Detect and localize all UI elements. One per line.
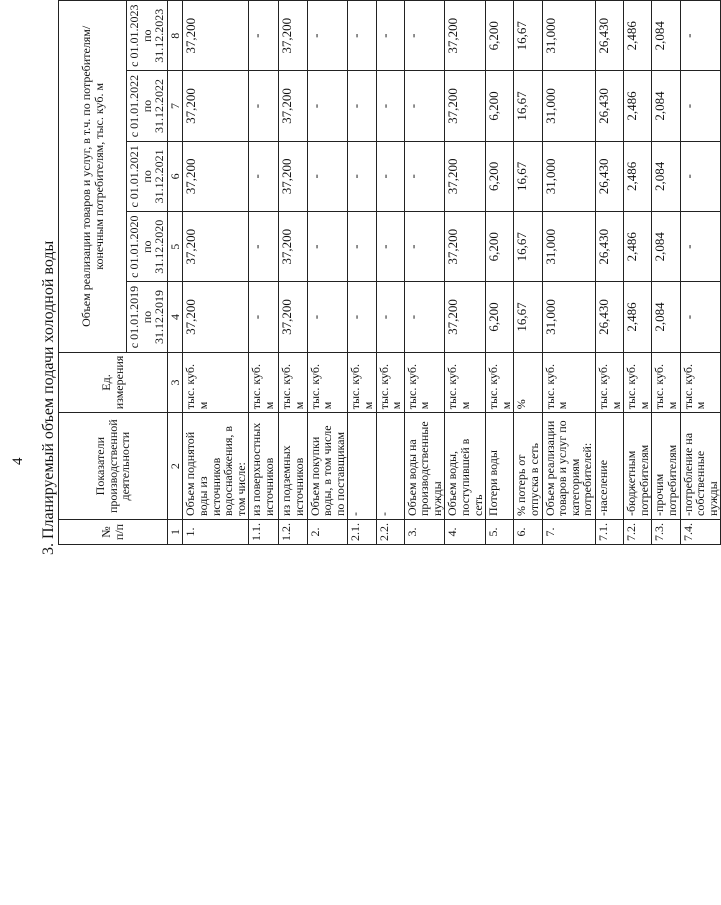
row-value: 2,084: [652, 141, 680, 211]
row-unit: тыс. куб. м: [624, 352, 652, 413]
header-index: 7: [167, 71, 183, 141]
row-value: 2,486: [624, 282, 652, 352]
row-unit: тыс. куб. м: [307, 352, 348, 413]
header-unit: Ед. измерения: [59, 352, 168, 413]
row-unit: тыс. куб. м: [445, 352, 486, 413]
row-value: 26,430: [596, 212, 624, 282]
row-value: 37,200: [445, 141, 486, 211]
row-value: 2,486: [624, 1, 652, 71]
row-value: 37,200: [183, 71, 249, 141]
row-value: -: [348, 1, 376, 71]
header-index: 4: [167, 282, 183, 352]
row-unit: тыс. куб. м: [542, 352, 595, 413]
page-number: 4: [10, 457, 26, 465]
header-num: № п/п: [59, 520, 168, 545]
row-value: -: [307, 1, 348, 71]
row-number: 7.2.: [624, 520, 652, 545]
row-value: 37,200: [183, 282, 249, 352]
row-value: 37,200: [279, 282, 307, 352]
row-indicator: -население: [596, 413, 624, 520]
row-number: 2.: [307, 520, 348, 545]
header-period: с 01.01.2021 по 31.12.2021: [127, 141, 168, 211]
row-value: -: [376, 282, 404, 352]
row-indicator: -бюджетным потребителям: [624, 413, 652, 520]
row-number: 2.2.: [376, 520, 404, 545]
row-number: 3.: [404, 520, 445, 545]
row-value: -: [376, 141, 404, 211]
row-value: 37,200: [279, 71, 307, 141]
row-unit: %: [514, 352, 542, 413]
row-indicator: -: [376, 413, 404, 520]
row-value: -: [348, 141, 376, 211]
row-value: 31,000: [542, 71, 595, 141]
row-number: 7.: [542, 520, 595, 545]
row-value: 37,200: [279, 212, 307, 282]
row-value: 31,000: [542, 282, 595, 352]
table-row: [376, 1, 404, 545]
row-value: -: [680, 71, 721, 141]
row-value: 2,486: [624, 71, 652, 141]
row-number: 6.: [514, 520, 542, 545]
row-indicator: -потребление на собственные нужды: [680, 413, 721, 520]
row-value: 31,000: [542, 141, 595, 211]
row-number: 2.1.: [348, 520, 376, 545]
row-value: 37,200: [183, 1, 249, 71]
row-unit: тыс. куб. м: [249, 352, 279, 413]
row-value: -: [249, 141, 279, 211]
row-value: -: [404, 282, 445, 352]
row-value: 2,486: [624, 212, 652, 282]
header-period: с 01.01.2020 по 31.12.2020: [127, 212, 168, 282]
row-number: 4.: [445, 520, 486, 545]
row-value: -: [348, 212, 376, 282]
row-indicator: Объем поднятой воды из источников водоснабжения, в том числе:: [183, 413, 249, 520]
row-value: -: [307, 282, 348, 352]
row-unit: тыс. куб. м: [404, 352, 445, 413]
header-period: с 01.01.2019 по 31.12.2019: [127, 282, 168, 352]
row-indicator: Потери воды: [486, 413, 514, 520]
table-row: [542, 1, 595, 545]
row-value: -: [680, 1, 721, 71]
row-value: 26,430: [596, 71, 624, 141]
table-row: [307, 1, 348, 545]
row-value: 37,200: [279, 141, 307, 211]
row-value: 6,200: [486, 141, 514, 211]
header-index: 5: [167, 212, 183, 282]
row-value: -: [307, 71, 348, 141]
row-indicator: Объем реализации товаров и услуг по категориям потребителей:: [542, 413, 595, 520]
row-unit: тыс. куб. м: [596, 352, 624, 413]
row-value: -: [249, 1, 279, 71]
row-value: -: [680, 282, 721, 352]
row-value: -: [307, 212, 348, 282]
row-value: -: [680, 141, 721, 211]
row-unit: тыс. куб. м: [486, 352, 514, 413]
row-indicator: % потерь от отпуска в сеть: [514, 413, 542, 520]
row-value: -: [376, 1, 404, 71]
row-unit: тыс. куб. м: [183, 352, 249, 413]
row-number: 7.3.: [652, 520, 680, 545]
table-row: [445, 1, 486, 545]
header-index: 2: [167, 413, 183, 520]
table-row: [652, 1, 680, 545]
row-value: 2,084: [652, 71, 680, 141]
header-index: 8: [167, 1, 183, 71]
row-value: 2,084: [652, 1, 680, 71]
header-period: с 01.01.2022 по 31.12.2022: [127, 71, 168, 141]
row-value: -: [376, 71, 404, 141]
row-indicator: из поверхностных источников: [249, 413, 279, 520]
row-value: -: [249, 212, 279, 282]
row-value: 37,200: [183, 141, 249, 211]
row-value: 6,200: [486, 282, 514, 352]
row-indicator: Объем покупки воды, в том числе по поставщикам: [307, 413, 348, 520]
row-value: 16,67: [514, 71, 542, 141]
row-value: 2,084: [652, 282, 680, 352]
row-value: 37,200: [183, 212, 249, 282]
row-indicator: Объем воды на производственные нужды: [404, 413, 445, 520]
row-value: 37,200: [279, 1, 307, 71]
table-row: [680, 1, 721, 545]
row-value: 6,200: [486, 1, 514, 71]
row-value: -: [348, 282, 376, 352]
header-index: 3: [167, 352, 183, 413]
row-indicator: -: [348, 413, 376, 520]
table-row: [624, 1, 652, 545]
table-row: [404, 1, 445, 545]
row-value: -: [307, 141, 348, 211]
water-supply-table: [58, 0, 721, 545]
row-value: 37,200: [445, 1, 486, 71]
row-number: 7.4.: [680, 520, 721, 545]
header-index: 6: [167, 141, 183, 211]
row-value: 26,430: [596, 141, 624, 211]
header-indicator: Показатели производственной деятельности: [59, 413, 168, 520]
row-unit: тыс. куб. м: [652, 352, 680, 413]
row-value: -: [404, 212, 445, 282]
row-number: 1.: [183, 520, 249, 545]
row-value: 6,200: [486, 71, 514, 141]
row-number: 1.2.: [279, 520, 307, 545]
row-indicator: из подземных источников: [279, 413, 307, 520]
row-value: 16,67: [514, 212, 542, 282]
table-row: [514, 1, 542, 545]
row-value: 6,200: [486, 212, 514, 282]
row-number: 7.1.: [596, 520, 624, 545]
table-row: [279, 1, 307, 545]
table-row: [348, 1, 376, 545]
table-row: [596, 1, 624, 545]
row-value: 16,67: [514, 141, 542, 211]
row-value: 31,000: [542, 212, 595, 282]
header-period: с 01.01.2023 по 31.12.2023: [127, 1, 168, 71]
header-group: Объем реализации товаров и услуг, в т.ч. по потребителям/ конечным потребителям, тыс. куб. м: [59, 1, 127, 353]
row-value: 2,486: [624, 141, 652, 211]
row-unit: тыс. куб. м: [376, 352, 404, 413]
row-value: 26,430: [596, 1, 624, 71]
row-indicator: -прочим потребителям: [652, 413, 680, 520]
row-value: 37,200: [445, 282, 486, 352]
row-number: 5.: [486, 520, 514, 545]
row-value: 2,084: [652, 212, 680, 282]
row-value: -: [680, 212, 721, 282]
row-value: 37,200: [445, 71, 486, 141]
row-value: -: [249, 71, 279, 141]
row-unit: тыс. куб. м: [680, 352, 721, 413]
row-value: 37,200: [445, 212, 486, 282]
header-index: 1: [167, 520, 183, 545]
row-value: -: [404, 141, 445, 211]
row-value: 16,67: [514, 1, 542, 71]
row-unit: тыс. куб. м: [348, 352, 376, 413]
row-value: -: [404, 1, 445, 71]
row-number: 1.1.: [249, 520, 279, 545]
row-value: -: [404, 71, 445, 141]
row-value: 26,430: [596, 282, 624, 352]
row-value: 31,000: [542, 1, 595, 71]
row-value: -: [376, 212, 404, 282]
table-row: [183, 1, 249, 545]
table-body: [183, 1, 721, 545]
row-value: -: [249, 282, 279, 352]
row-value: -: [348, 71, 376, 141]
table-row: [249, 1, 279, 545]
section-title: 3. Планируемый объем подачи холодной воды: [40, 240, 57, 555]
row-value: 16,67: [514, 282, 542, 352]
row-unit: тыс. куб. м: [279, 352, 307, 413]
row-indicator: Объем воды, поступившей в сеть: [445, 413, 486, 520]
table-row: [486, 1, 514, 545]
